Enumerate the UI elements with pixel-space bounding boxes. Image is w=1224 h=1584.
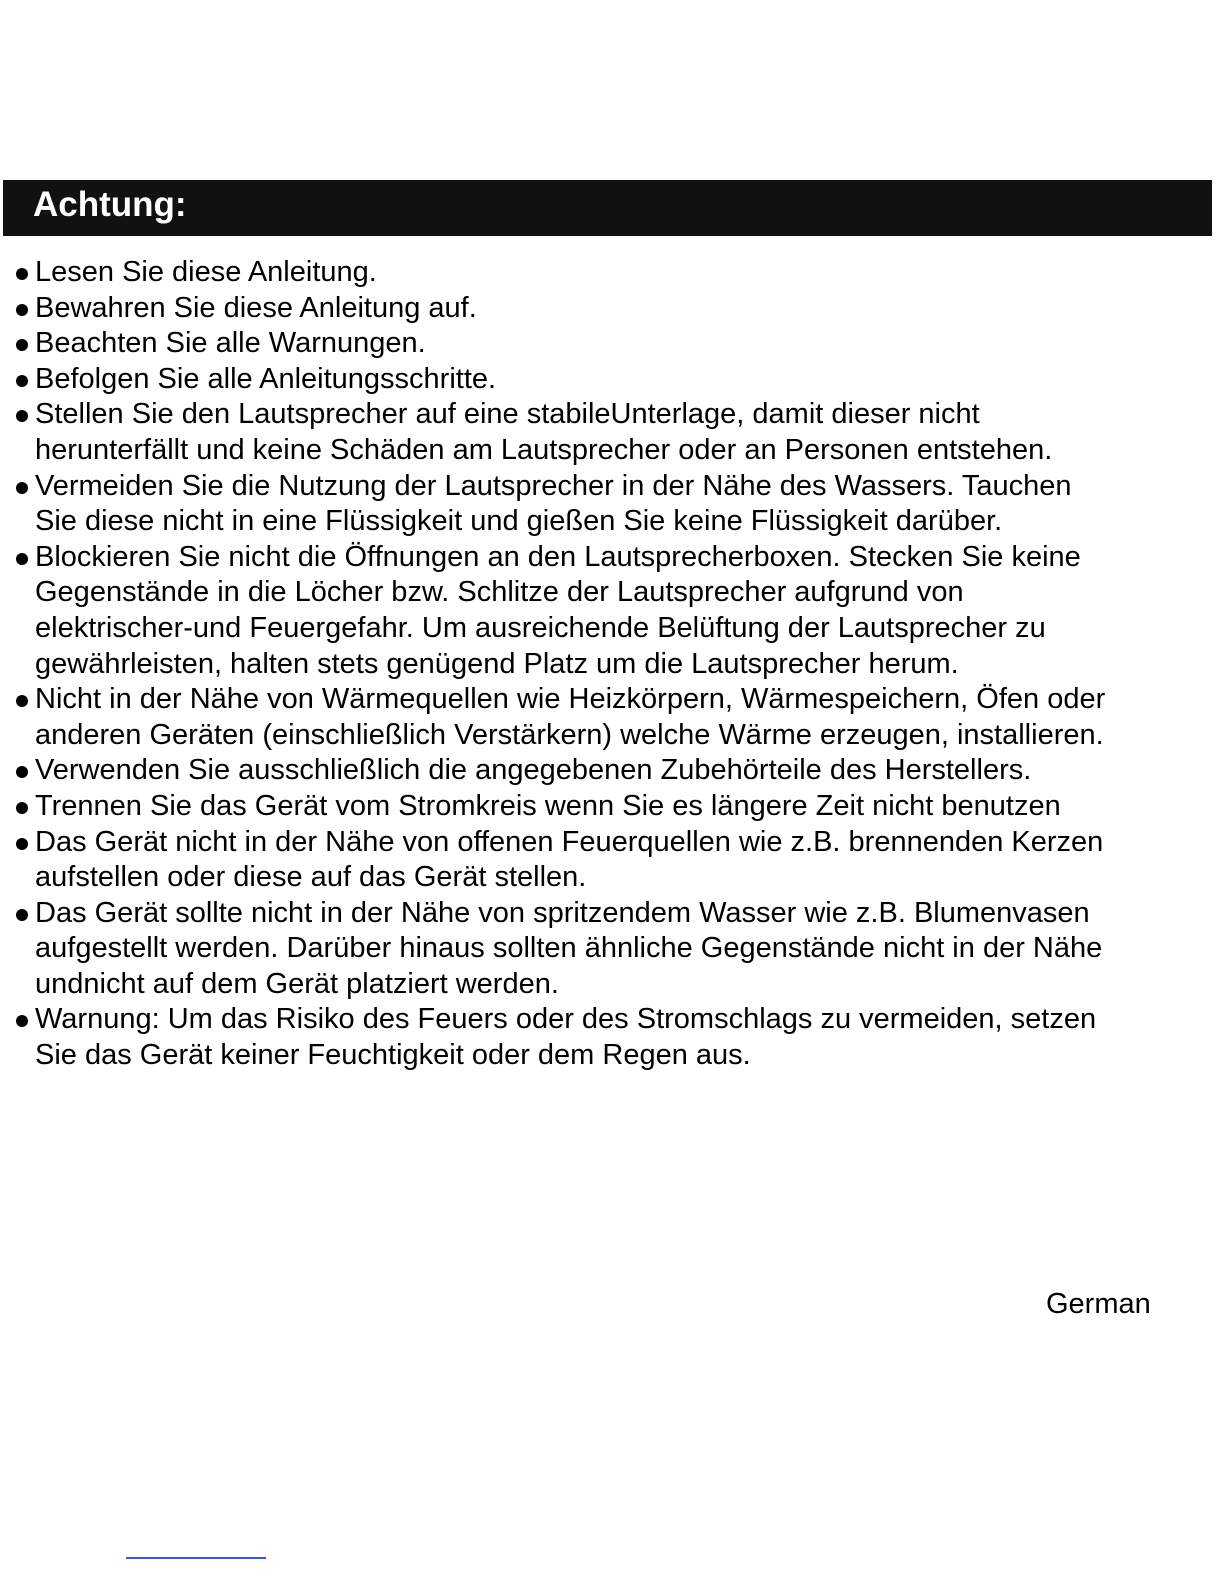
list-item-text: aufstellen oder diese auf das Gerät stellen. [35,861,587,894]
list-item-text: Verwenden Sie ausschließlich die angegebenen Zubehörteile des Herstellers. [35,754,1032,787]
list-item-text: Gegenstände in die Löcher bzw. Schlitze der Lautsprecher aufgrund von [35,576,964,609]
list-item [0,326,1224,362]
list-item [0,789,1224,825]
list-item [0,255,1224,291]
list-item-text: herunterfällt und keine Schäden am Lautsprecher oder an Personen entstehen. [35,433,1053,466]
list-item-text: Befolgen Sie alle Anleitungsschritte. [35,362,497,395]
bullet-icon [16,482,28,494]
warning-list [0,255,1224,1074]
bullet-icon [16,766,28,778]
list-item [0,682,1224,753]
list-item-text: Sie diese nicht in eine Flüssigkeit und gießen Sie keine Flüssigkeit darüber. [35,505,1003,538]
list-item-text: Stellen Sie den Lautsprecher auf eine stabileUnterlage, damit dieser nicht [35,398,980,431]
list-item-text: Sie das Gerät keiner Feuchtigkeit oder dem Regen aus. [35,1039,751,1072]
bullet-icon [16,268,28,280]
list-item [0,753,1224,789]
bullet-icon [16,410,28,422]
list-item-text: aufgestellt werden. Darüber hinaus sollten ähnliche Gegenstände nicht in der Nähe [35,932,1103,965]
list-item [0,397,1224,468]
list-item-text: anderen Geräten (einschließlich Verstärkern) welche Wärme erzeugen, installieren. [35,718,1104,751]
list-item-text: Trennen Sie das Gerät vom Stromkreis wenn Sie es längere Zeit nicht benutzen [35,789,1061,822]
list-item [0,540,1224,682]
footer-divider [126,1557,266,1559]
list-item-text: gewährleisten, halten stets genügend Platz um die Lautsprecher herum. [35,647,959,680]
bullet-icon [16,802,28,814]
bullet-icon [16,304,28,316]
bullet-icon [16,838,28,850]
list-item [0,896,1224,1003]
list-item [0,1002,1224,1073]
list-item-text: Bewahren Sie diese Anleitung auf. [35,291,477,324]
language-label: German [1046,1288,1151,1320]
bullet-icon [16,1015,28,1027]
list-item-text: Blockieren Sie nicht die Öffnungen an den Lautsprecherboxen. Stecken Sie keine [35,540,1081,573]
bullet-icon [16,695,28,707]
list-item-text: Lesen Sie diese Anleitung. [35,256,377,288]
bullet-icon [16,339,28,351]
bullet-icon [16,553,28,565]
bullet-icon [16,375,28,387]
list-item [0,469,1224,540]
list-item-text: Beachten Sie alle Warnungen. [35,327,426,360]
page-title: Achtung: [33,185,187,224]
list-item-text: Das Gerät nicht in der Nähe von offenen Feuerquellen wie z.B. brennenden Kerzen [35,825,1104,858]
list-item [0,362,1224,398]
list-item-text: Das Gerät sollte nicht in der Nähe von spritzendem Wasser wie z.B. Blumenvasen [35,896,1090,929]
list-item-text: undnicht auf dem Gerät platziert werden. [35,967,559,1000]
list-item-text: Warnung: Um das Risiko des Feuers oder des Stromschlags zu vermeiden, setzen [35,1003,1097,1036]
list-item-text: elektrischer-und Feuergefahr. Um ausreichende Belüftung der Lautsprecher zu [35,611,1046,644]
list-item [0,291,1224,327]
bullet-icon [16,909,28,921]
list-item [0,825,1224,896]
list-item-text: Nicht in der Nähe von Wärmequellen wie Heizkörpern, Wärmespeichern, Öfen oder [35,683,1106,716]
list-item-text: Vermeiden Sie die Nutzung der Lautsprecher in der Nähe des Wassers. Tauchen [35,469,1072,502]
